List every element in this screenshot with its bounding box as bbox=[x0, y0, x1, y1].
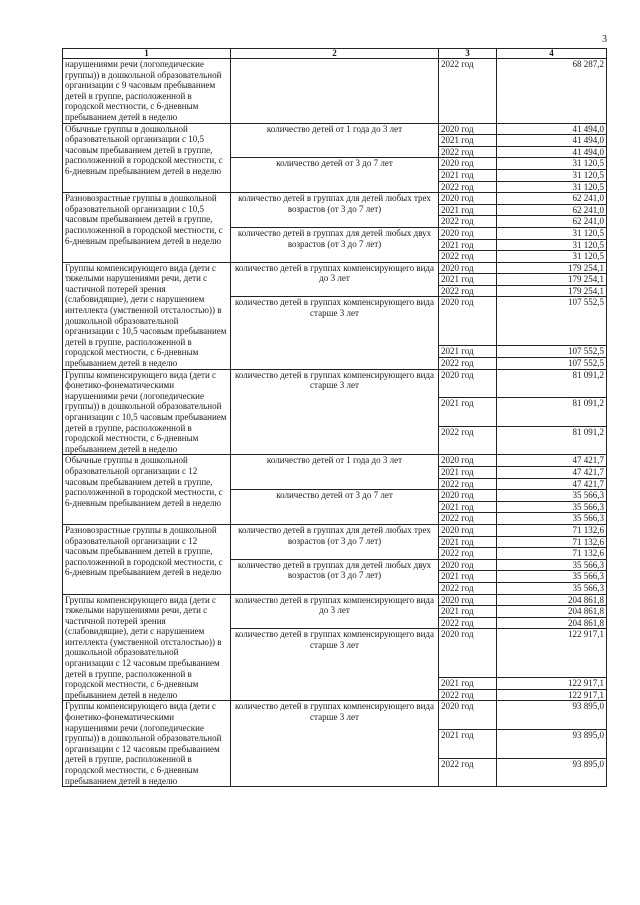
amount-cell: 35 566,3 bbox=[497, 490, 607, 502]
year-cell: 2020 год bbox=[439, 297, 497, 346]
table-row bbox=[63, 262, 607, 274]
year-cell: 2021 год bbox=[439, 606, 497, 618]
year-cell: 2022 год bbox=[439, 358, 497, 370]
year-cell: 2020 год bbox=[439, 123, 497, 135]
amount-cell: 35 566,3 bbox=[497, 571, 607, 583]
subgroup-description: количество детей в группах для детей любых трех возрастов (от 3 до 7 лет) bbox=[231, 524, 439, 559]
year-cell: 2021 год bbox=[439, 169, 497, 181]
table-row bbox=[63, 123, 607, 135]
amount-cell: 31 120,5 bbox=[497, 227, 607, 239]
amount-cell: 107 552,5 bbox=[497, 346, 607, 358]
page-number: 3 bbox=[602, 34, 607, 45]
group-description: Группы компенсирующего вида (дети с тяжелыми нарушениями речи, дети с частичной потерей зрения (слабовидящие), дети с нарушением интеллекта (умственной отсталостью)) в дошкольной образовательной организации с 12 часовым пребыванием детей в группе, расположенной в городской местности, с 6-дневным пребыванием детей в неделю bbox=[63, 594, 231, 701]
year-cell: 2022 год bbox=[439, 216, 497, 228]
amount-cell: 71 132,6 bbox=[497, 548, 607, 560]
year-cell: 2020 год bbox=[439, 524, 497, 536]
amount-cell: 93 895,0 bbox=[497, 758, 607, 787]
year-cell: 2022 год bbox=[439, 617, 497, 629]
column-header-2: 2 bbox=[231, 49, 439, 59]
group-description: Группы компенсирующего вида (дети с тяжелыми нарушениями речи, дети с частичной потерей зрения (слабовидящие), дети с нарушением интеллекта (умственной отсталостью)) в дошкольной образовательной организации с 10,5 часовым пребыванием детей в группе, расположенной в городской местности, с 6-дневным пребыванием детей в неделю bbox=[63, 262, 231, 369]
year-cell: 2021 год bbox=[439, 239, 497, 251]
tariff-table bbox=[62, 48, 607, 787]
amount-cell: 35 566,3 bbox=[497, 582, 607, 594]
amount-cell: 107 552,5 bbox=[497, 297, 607, 346]
subgroup-description bbox=[231, 59, 439, 124]
year-cell: 2022 год bbox=[439, 758, 497, 787]
year-cell: 2020 год bbox=[439, 490, 497, 502]
year-cell: 2021 год bbox=[439, 204, 497, 216]
amount-cell: 62 241,0 bbox=[497, 204, 607, 216]
table-row bbox=[63, 193, 607, 205]
table-row bbox=[63, 455, 607, 467]
amount-cell: 47 421,7 bbox=[497, 455, 607, 467]
amount-cell: 204 861,8 bbox=[497, 594, 607, 606]
amount-cell: 93 895,0 bbox=[497, 701, 607, 730]
year-cell: 2022 год bbox=[439, 59, 497, 124]
year-cell: 2022 год bbox=[439, 146, 497, 158]
amount-cell: 122 917,1 bbox=[497, 678, 607, 690]
group-description: Группы компенсирующего вида (дети с фонетико-фонематическими нарушениями речи (логопедические группы)) в дошкольной образовательной организации с 12 часовым пребыванием детей в группе, расположенной в городской местности, с 6-дневным пребыванием детей в неделю bbox=[63, 701, 231, 787]
amount-cell: 31 120,5 bbox=[497, 251, 607, 263]
year-cell: 2020 год bbox=[439, 227, 497, 239]
amount-cell: 41 494,0 bbox=[497, 135, 607, 147]
year-cell: 2020 год bbox=[439, 701, 497, 730]
year-cell: 2020 год bbox=[439, 262, 497, 274]
subgroup-description: количество детей от 3 до 7 лет bbox=[231, 158, 439, 193]
amount-cell: 107 552,5 bbox=[497, 358, 607, 370]
amount-cell: 81 091,2 bbox=[497, 398, 607, 427]
subgroup-description: количество детей в группах компенсирующего вида старше 3 лет bbox=[231, 369, 439, 455]
group-description: Группы компенсирующего вида (дети с фонетико-фонематическими нарушениями речи (логопедические группы)) в дошкольной образовательной организации с 10,5 часовым пребыванием детей в группе, расположенной в городской местности, с 6-дневным пребыванием детей в неделю bbox=[63, 369, 231, 455]
year-cell: 2022 год bbox=[439, 513, 497, 525]
table-row bbox=[63, 701, 607, 730]
subgroup-description: количество детей в группах для детей любых трех возрастов (от 3 до 7 лет) bbox=[231, 193, 439, 228]
year-cell: 2021 год bbox=[439, 274, 497, 286]
amount-cell: 179 254,1 bbox=[497, 274, 607, 286]
year-cell: 2021 год bbox=[439, 536, 497, 548]
table-row bbox=[63, 369, 607, 398]
year-cell: 2021 год bbox=[439, 466, 497, 478]
group-description: Разновозрастные группы в дошкольной образовательной организации с 12 часовым пребыванием детей в группе, расположенной в городской местности, с 6-дневным пребыванием детей в неделю bbox=[63, 524, 231, 594]
table-body bbox=[63, 59, 607, 787]
group-description: нарушениями речи (логопедические группы)) в дошкольной образовательной организации с 9 часовым пребыванием детей в группе, расположенной в городской местности, с 6-дневным пребыванием детей в неделю bbox=[63, 59, 231, 124]
table-header-row bbox=[63, 49, 607, 59]
amount-cell: 62 241,0 bbox=[497, 193, 607, 205]
group-description: Обычные группы в дошкольной образовательной организации с 10,5 часовым пребыванием детей в группе, расположенной в городской местности, с 6-дневным пребыванием детей в неделю bbox=[63, 123, 231, 193]
amount-cell: 68 287,2 bbox=[497, 59, 607, 124]
amount-cell: 35 566,3 bbox=[497, 513, 607, 525]
amount-cell: 62 241,0 bbox=[497, 216, 607, 228]
year-cell: 2022 год bbox=[439, 689, 497, 701]
year-cell: 2022 год bbox=[439, 426, 497, 455]
subgroup-description: количество детей в группах компенсирующего вида до 3 лет bbox=[231, 594, 439, 629]
year-cell: 2020 год bbox=[439, 369, 497, 398]
amount-cell: 81 091,2 bbox=[497, 426, 607, 455]
amount-cell: 41 494,0 bbox=[497, 146, 607, 158]
subgroup-description: количество детей от 1 года до 3 лет bbox=[231, 455, 439, 490]
year-cell: 2020 год bbox=[439, 158, 497, 170]
subgroup-description: количество детей в группах компенсирующего вида старше 3 лет bbox=[231, 297, 439, 369]
year-cell: 2022 год bbox=[439, 285, 497, 297]
amount-cell: 179 254,1 bbox=[497, 262, 607, 274]
subgroup-description: количество детей в группах для детей любых двух возрастов (от 3 до 7 лет) bbox=[231, 227, 439, 262]
group-description: Разновозрастные группы в дошкольной образовательной организации с 10,5 часовым пребыванием детей в группе, расположенной в городской местности, с 6-дневным пребыванием детей в неделю bbox=[63, 193, 231, 263]
amount-cell: 41 494,0 bbox=[497, 123, 607, 135]
subgroup-description: количество детей в группах компенсирующего вида до 3 лет bbox=[231, 262, 439, 297]
amount-cell: 204 861,8 bbox=[497, 606, 607, 618]
amount-cell: 31 120,5 bbox=[497, 181, 607, 193]
amount-cell: 122 917,1 bbox=[497, 629, 607, 678]
year-cell: 2021 год bbox=[439, 398, 497, 427]
year-cell: 2021 год bbox=[439, 571, 497, 583]
subgroup-description: количество детей от 3 до 7 лет bbox=[231, 490, 439, 525]
subgroup-description: количество детей в группах для детей любых двух возрастов (от 3 до 7 лет) bbox=[231, 559, 439, 594]
subgroup-description: количество детей в группах компенсирующего вида старше 3 лет bbox=[231, 629, 439, 701]
year-cell: 2022 год bbox=[439, 548, 497, 560]
year-cell: 2022 год bbox=[439, 478, 497, 490]
year-cell: 2020 год bbox=[439, 193, 497, 205]
column-header-3: 3 bbox=[439, 49, 497, 59]
amount-cell: 71 132,6 bbox=[497, 524, 607, 536]
year-cell: 2022 год bbox=[439, 582, 497, 594]
year-cell: 2020 год bbox=[439, 455, 497, 467]
table-row bbox=[63, 524, 607, 536]
amount-cell: 47 421,7 bbox=[497, 478, 607, 490]
amount-cell: 122 917,1 bbox=[497, 689, 607, 701]
amount-cell: 35 566,3 bbox=[497, 501, 607, 513]
group-description: Обычные группы в дошкольной образовательной организации с 12 часовым пребыванием детей в группе, расположенной в городской местности, с 6-дневным пребыванием детей в неделю bbox=[63, 455, 231, 525]
subgroup-description: количество детей от 1 года до 3 лет bbox=[231, 123, 439, 158]
amount-cell: 179 254,1 bbox=[497, 285, 607, 297]
year-cell: 2021 год bbox=[439, 346, 497, 358]
amount-cell: 71 132,6 bbox=[497, 536, 607, 548]
column-header-4: 4 bbox=[497, 49, 607, 59]
year-cell: 2022 год bbox=[439, 181, 497, 193]
amount-cell: 81 091,2 bbox=[497, 369, 607, 398]
year-cell: 2020 год bbox=[439, 559, 497, 571]
year-cell: 2020 год bbox=[439, 594, 497, 606]
year-cell: 2021 год bbox=[439, 501, 497, 513]
amount-cell: 93 895,0 bbox=[497, 730, 607, 759]
year-cell: 2021 год bbox=[439, 678, 497, 690]
table-row bbox=[63, 59, 607, 124]
year-cell: 2021 год bbox=[439, 730, 497, 759]
year-cell: 2020 год bbox=[439, 629, 497, 678]
amount-cell: 31 120,5 bbox=[497, 158, 607, 170]
amount-cell: 31 120,5 bbox=[497, 169, 607, 181]
amount-cell: 31 120,5 bbox=[497, 239, 607, 251]
amount-cell: 35 566,3 bbox=[497, 559, 607, 571]
year-cell: 2022 год bbox=[439, 251, 497, 263]
table-row bbox=[63, 594, 607, 606]
amount-cell: 47 421,7 bbox=[497, 466, 607, 478]
amount-cell: 204 861,8 bbox=[497, 617, 607, 629]
column-header-1: 1 bbox=[63, 49, 231, 59]
subgroup-description: количество детей в группах компенсирующего вида старше 3 лет bbox=[231, 701, 439, 787]
year-cell: 2021 год bbox=[439, 135, 497, 147]
